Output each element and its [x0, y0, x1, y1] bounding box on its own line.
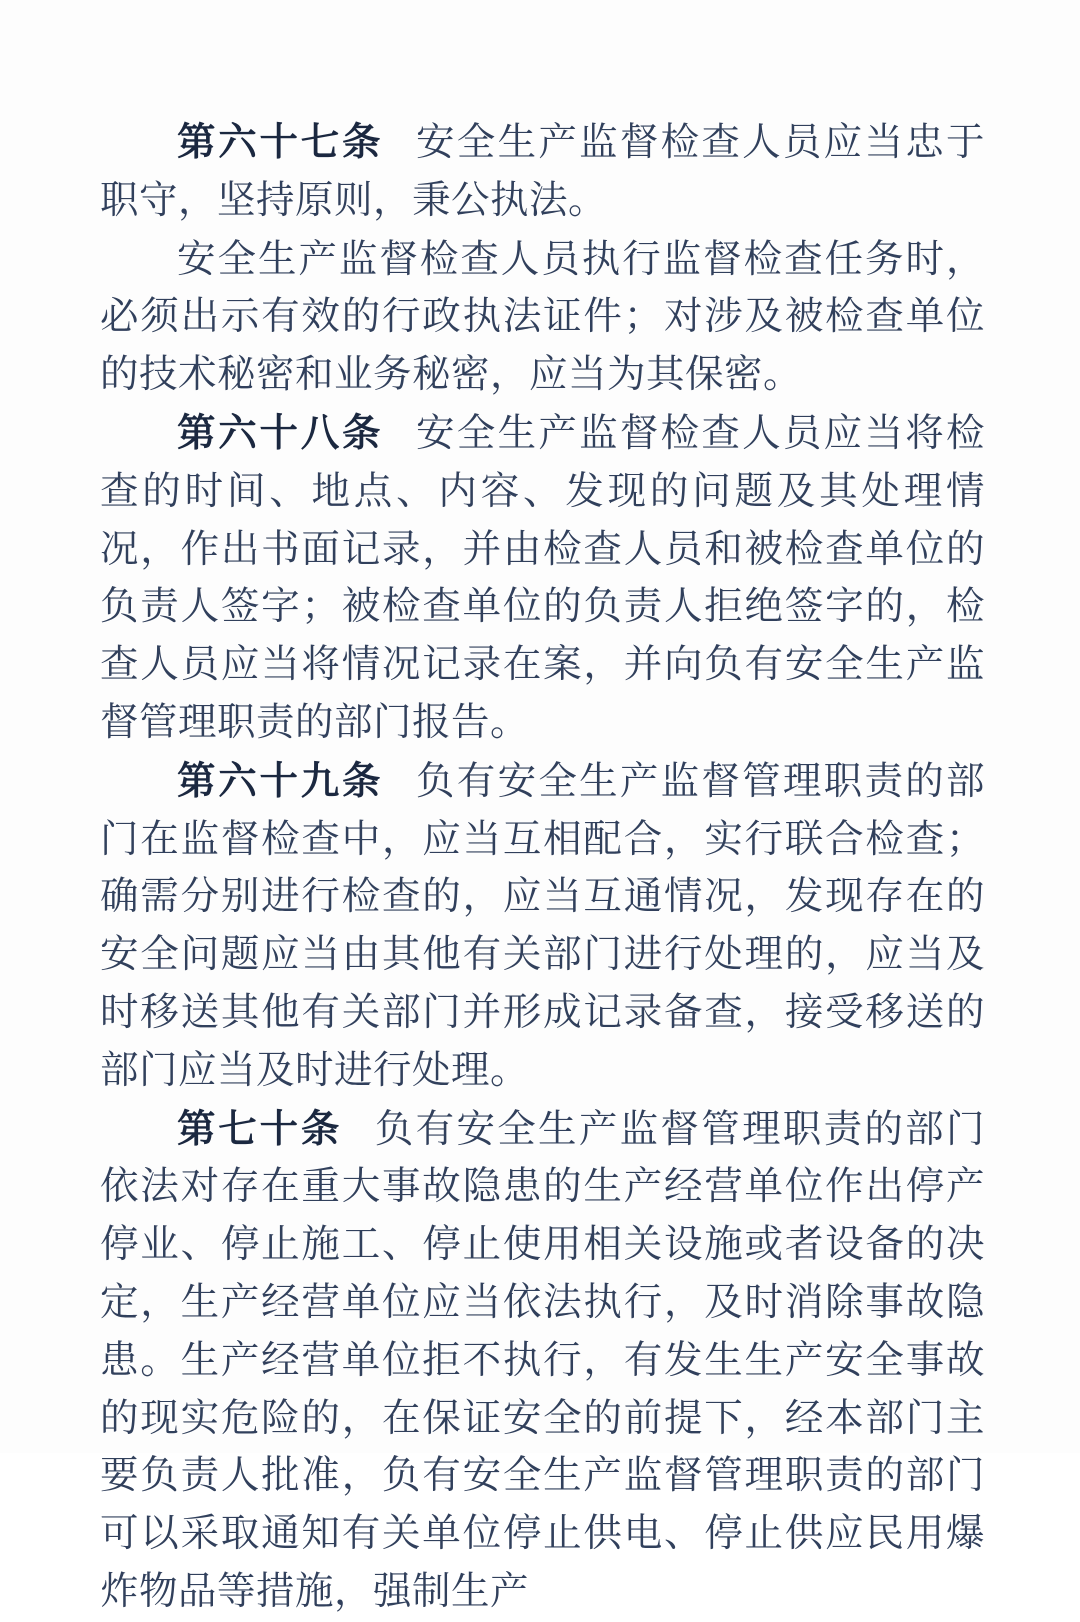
article-text: 安全生产监督检查人员应当将检查的时间、地点、内容、发现的问题及其处理情况，作出书面记录，并由检查人员和被检查单位的负责人签字；被检查单位的负责人拒绝签字的，检查人员应当将情况记录在案，并向负有安全生产监督管理职责的部门报告。 — [100, 412, 985, 744]
article-text: 负有安全生产监督管理职责的部门在监督检查中，应当互相配合，实行联合检查；确需分别进行检查的，应当互通情况，发现存在的安全问题应当由其他有关部门进行处理的，应当及时移送其他有关部门并形成记录备查，接受移送的部门应当及时进行处理。 — [100, 760, 985, 1092]
article-text: 安全生产监督检查人员执行监督检查任务时，必须出示有效的行政执法证件；对涉及被检查单位的技术秘密和业务秘密，应当为其保密。 — [100, 238, 985, 397]
article-text: 安全生产监督检查人员应当忠于职守，坚持原则，秉公执法。 — [100, 122, 985, 222]
article-number: 第六十七条 — [177, 121, 384, 164]
article-text: 负有安全生产监督管理职责的部门依法对存在重大事故隐患的生产经营单位作出停产停业、停止施工、停止使用相关设施或者设备的决定，生产经营单位应当依法执行，及时消除事故隐患。生产经营单位拒不执行，有发生生产安全事故的现实危险的，在保证安全的前提下，经本部门主要负责人批准，负有安全生产监督管理职责的部门可以采取通知有关单位停止供电、停止供应民用爆炸物品等措施，强制生产 — [100, 1108, 985, 1613]
article-paragraph — [100, 231, 985, 405]
article-paragraph — [100, 405, 985, 753]
article-number: 第六十八条 — [177, 411, 384, 455]
article-paragraph — [100, 1101, 985, 1622]
article-number: 第七十条 — [177, 1107, 343, 1151]
article-number: 第六十九条 — [177, 759, 384, 803]
article-paragraph — [100, 753, 985, 1101]
article-paragraph — [100, 114, 985, 231]
